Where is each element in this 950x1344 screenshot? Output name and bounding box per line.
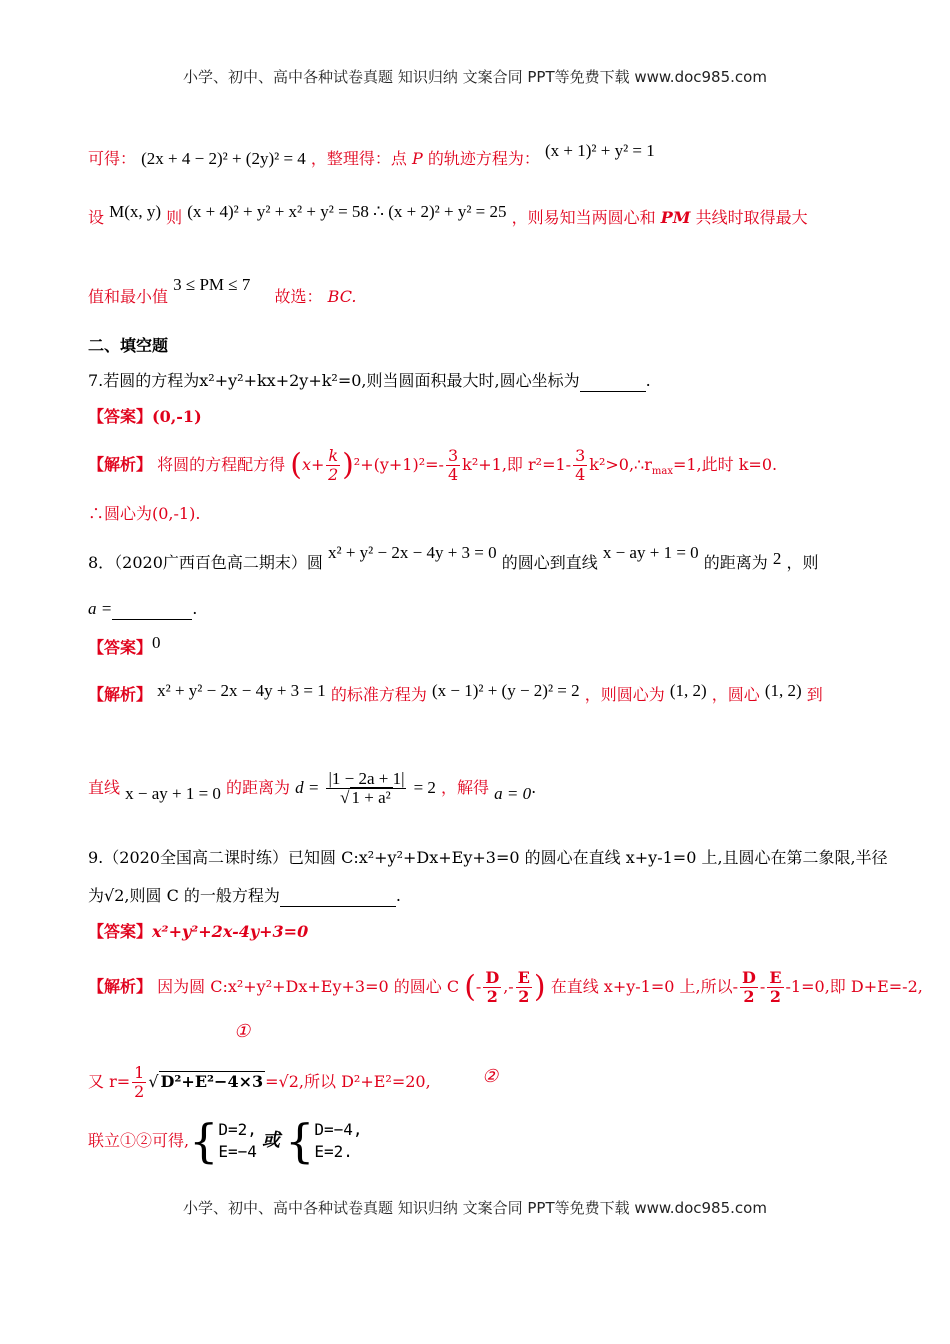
text: =1,此时 k=0. [672, 455, 778, 474]
question-9-cont [88, 885, 401, 907]
text: 共线时取得最大 [695, 208, 808, 227]
math: √2 [104, 886, 125, 905]
text: 在直线 x+y-1=0 上,所以- [550, 977, 739, 996]
math: M(x, y) [109, 202, 162, 221]
analysis-9-line3 [88, 1114, 363, 1168]
answer-blank [280, 890, 396, 907]
text: x+ [301, 455, 325, 474]
analysis-9 [88, 969, 923, 1006]
paren: ) [533, 969, 546, 1005]
text: k²+1,即 r²=1- [462, 455, 572, 474]
page-footer: 小学、初中、高中各种试卷真题 知识归纳 文案合同 PPT等免费下载 www.doc985.com [183, 1199, 767, 1217]
math: x − ay + 1 = 0 [602, 543, 699, 562]
text: 的距离为 [226, 778, 291, 797]
radicand: D²+E²−4×3 [160, 1072, 264, 1091]
text: 的圆心到直线 [501, 553, 598, 572]
num: |1 − 2a + 1| [328, 769, 405, 788]
analysis-8 [88, 681, 823, 706]
text: 的距离为 [703, 553, 768, 572]
left-brace: { [189, 1114, 219, 1168]
text: 因为圆 C:x²+y²+Dx+Ey+3=0 的圆心 C [157, 977, 460, 996]
answer-7 [88, 406, 202, 428]
text: 值和最小值 [88, 287, 169, 306]
page-header: 小学、初中、高中各种试卷真题 知识归纳 文案合同 PPT等免费下载 www.doc985.com [183, 68, 767, 86]
text: 的轨迹方程为： [427, 149, 540, 168]
den: √ 1 + a² [340, 788, 391, 807]
text: 直线 [88, 778, 121, 797]
text: ，圆心 [711, 685, 760, 704]
text: 又 r= [88, 1072, 131, 1091]
text: - [475, 977, 482, 996]
text: 或 [262, 1130, 280, 1151]
sub: max [651, 466, 673, 478]
text: 设 [88, 208, 105, 227]
system-2-row-2: E=2. [314, 1142, 353, 1161]
math: (1, 2) [764, 681, 802, 700]
num: k [328, 446, 339, 465]
question-7 [88, 370, 651, 392]
num: 3 [447, 446, 459, 465]
root-sign: √ [148, 1072, 159, 1091]
text: ,- [503, 977, 514, 996]
text: ，则 [786, 553, 819, 572]
text: 8．（2020广西百色高二期末）圆 [88, 553, 323, 572]
text: ，则易知当两圆心和 [511, 208, 656, 227]
text: 可得： [88, 149, 137, 168]
text: 到 [806, 685, 823, 704]
math: a = 0 [494, 784, 532, 803]
marker-2: ② [482, 1066, 499, 1087]
math: a = [88, 599, 113, 618]
question-8-cont [88, 598, 197, 620]
den: 2 [769, 987, 781, 1006]
question-8 [88, 543, 819, 574]
system-1-row-2: E=−4 [218, 1142, 257, 1161]
answer-value: x²+y²+2x-4y+3=0 [152, 922, 309, 941]
analysis-label: 【解析】 [88, 455, 153, 474]
den: 4 [447, 465, 459, 484]
text: . [531, 778, 537, 797]
num: E [517, 968, 530, 987]
math: (x + 1)² + y² = 1 [544, 141, 655, 160]
text: -1=0,即 D+E=-2, [785, 977, 923, 996]
text: ,则圆 C 的一般方程为 [124, 886, 280, 905]
den: 2 [743, 987, 755, 1006]
text: ，则圆心为 [584, 685, 665, 704]
paren: ) [342, 447, 354, 483]
math: (x + 4)² + y² + x² + y² = 58 ∴ (x + 2)² + y² = 25 [187, 202, 507, 221]
num: 1 [134, 1063, 145, 1082]
solution-line-2 [88, 202, 808, 229]
radicand: 1 + a² [351, 788, 391, 807]
text: 联立①②可得, [88, 1131, 190, 1150]
question-text: 7.若圆的方程为x²+y²+kx+2y+k²=0,则当圆面积最大时,圆心坐标为 [88, 371, 580, 390]
text: . [192, 599, 198, 618]
answer-blank [580, 375, 646, 392]
answer-9 [88, 921, 308, 943]
answer-label: 【答案】 [88, 922, 153, 941]
text: ,所以 D²+E²=20, [298, 1072, 431, 1091]
analysis-8-cont [88, 770, 536, 807]
math: = 2 [413, 778, 436, 797]
math: 2 [772, 549, 782, 568]
analysis-9-line2 [88, 1064, 431, 1101]
num: D [485, 968, 500, 987]
den: 2 [134, 1082, 145, 1101]
analysis-7 [88, 447, 777, 484]
answer-8 [88, 633, 161, 659]
answer-blank [112, 603, 192, 620]
num: D [742, 968, 756, 987]
text: 将圆的方程配方得 [157, 455, 286, 474]
num: 3 [575, 446, 586, 465]
math: (1, 2) [669, 681, 707, 700]
text: PM [660, 208, 691, 227]
math: x² + y² − 2x − 4y + 3 = 1 [157, 681, 326, 700]
paren: ( [290, 447, 302, 483]
den: 2 [486, 987, 498, 1006]
math: x − ay + 1 = 0 [125, 784, 221, 803]
text: ²+(y+1)²=- [353, 455, 444, 474]
text: 的标准方程为 [330, 685, 427, 704]
answer-value: (0,-1) [152, 407, 202, 426]
answer-value: 0 [152, 633, 161, 652]
answer-label: 【答案】 [88, 407, 153, 426]
math: (2x + 4 − 2)² + (2y)² = 4 [141, 149, 306, 168]
text: 则 [166, 208, 183, 227]
den: 4 [575, 465, 586, 484]
text: =√2 [265, 1072, 299, 1091]
marker-1: ① [234, 1021, 251, 1042]
system-1-row-1: D=2, [218, 1120, 257, 1139]
analysis-label: 【解析】 [88, 685, 153, 704]
math: x² + y² − 2x − 4y + 3 = 0 [328, 543, 497, 562]
math: 3 ≤ PM ≤ 7 [173, 275, 251, 294]
text: . [645, 371, 651, 390]
text: . [395, 886, 401, 905]
text: 为 [88, 886, 105, 905]
text: P [412, 149, 423, 168]
num: E [769, 968, 782, 987]
math: (x − 1)² + (y − 2)² = 2 [431, 681, 580, 700]
paren: ( [464, 969, 476, 1005]
system-2-row-1: D=−4, [314, 1120, 363, 1139]
section-title: 二、填空题 [88, 336, 169, 355]
question-9: 9.（2020全国高二课时练）已知圆 C:x²+y²+Dx+Ey+3=0 的圆心在直线 x+y-1=0 上,且圆心在第二象限,半径 [88, 848, 888, 867]
text: k²>0,∴r [589, 455, 652, 474]
text: ，解得 [441, 778, 490, 797]
text: ，整理得：点 [310, 149, 407, 168]
answer-label: 【答案】 [88, 638, 153, 657]
left-brace: { [285, 1114, 315, 1168]
math: d = [295, 778, 320, 797]
text: BC. [327, 287, 357, 306]
analysis-label: 【解析】 [88, 977, 153, 996]
den: 2 [328, 465, 339, 484]
text: 故选： [274, 287, 323, 306]
text: - [759, 977, 766, 996]
solution-line-1 [88, 141, 655, 170]
den: 2 [518, 987, 530, 1006]
solution-line-3 [88, 275, 357, 308]
analysis-7-cont: ∴圆心为(0,-1). [88, 504, 201, 523]
